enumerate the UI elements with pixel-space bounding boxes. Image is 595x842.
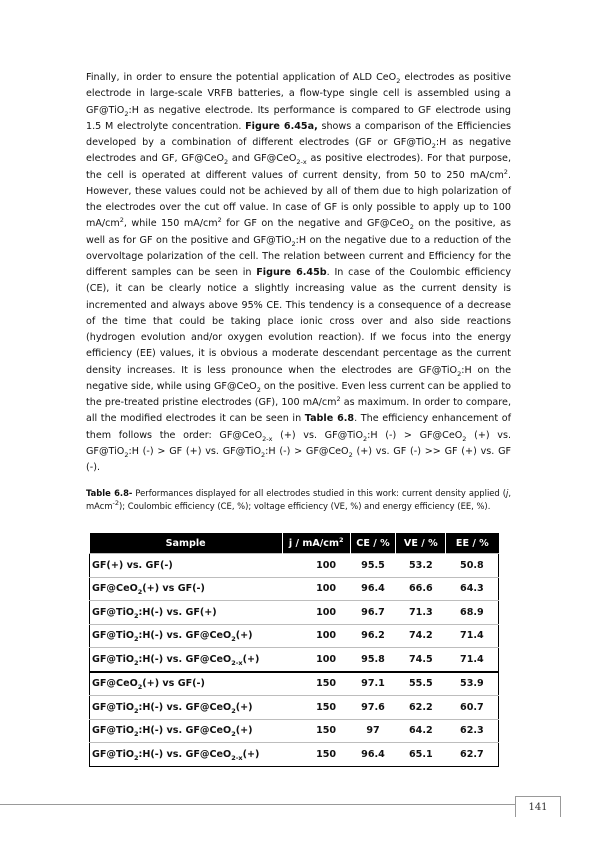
header-ve: VE / % xyxy=(396,533,446,554)
cell-ve: 53.2 xyxy=(396,554,446,578)
cell-sample: GF(+) vs. GF(-) xyxy=(90,554,283,578)
cell-current-density: 150 xyxy=(282,672,350,696)
cell-ve: 55.5 xyxy=(396,672,446,696)
cell-ee: 64.3 xyxy=(446,577,499,601)
table-row xyxy=(90,577,499,601)
cell-ve: 74.2 xyxy=(396,624,446,648)
footer-rule xyxy=(0,804,515,805)
cell-ce: 97 xyxy=(350,719,396,743)
cell-current-density: 150 xyxy=(282,696,350,720)
cell-ee: 62.7 xyxy=(446,743,499,767)
cell-ee: 71.4 xyxy=(446,624,499,648)
table-header-row xyxy=(90,533,499,554)
cell-current-density: 150 xyxy=(282,743,350,767)
cell-current-density: 100 xyxy=(282,648,350,672)
page-number: 141 xyxy=(515,796,561,817)
cell-ve: 62.2 xyxy=(396,696,446,720)
cell-ce: 97.6 xyxy=(350,696,396,720)
cell-ee: 50.8 xyxy=(446,554,499,578)
cell-ce: 96.4 xyxy=(350,743,396,767)
header-sample: Sample xyxy=(90,533,283,554)
table-row xyxy=(90,601,499,625)
cell-ee: 68.9 xyxy=(446,601,499,625)
header-current-density: j / $mA/cm^2$ xyxy=(282,533,350,554)
cell-ce: 96.7 xyxy=(350,601,396,625)
efficiency-table xyxy=(89,533,499,767)
table-row xyxy=(90,648,499,672)
cell-ee: 53.9 xyxy=(446,672,499,696)
cell-current-density: 100 xyxy=(282,577,350,601)
cell-ce: 95.8 xyxy=(350,648,396,672)
cell-ce: 97.1 xyxy=(350,672,396,696)
cell-ee: 71.4 xyxy=(446,648,499,672)
cell-current-density: 100 xyxy=(282,554,350,578)
cell-sample: GF@CeO$_2$(+) vs GF(-) xyxy=(90,672,283,696)
figure-ref: Figure 6.45a, xyxy=(245,120,318,132)
table-row xyxy=(90,554,499,578)
cell-ce: 96.4 xyxy=(350,577,396,601)
cell-ve: 64.2 xyxy=(396,719,446,743)
cell-sample: GF@TiO$_2$:H(-) vs. GF@CeO$_2$(+) xyxy=(90,719,283,743)
table-row xyxy=(90,672,499,696)
cell-current-density: 100 xyxy=(282,624,350,648)
figure-ref: Figure 6.45b xyxy=(256,267,327,278)
cell-ve: 74.5 xyxy=(396,648,446,672)
cell-ve: 66.6 xyxy=(396,577,446,601)
cell-ce: 96.2 xyxy=(350,624,396,648)
cell-sample: GF@TiO$_2$:H(-) vs. GF@CeO$_2$(+) xyxy=(90,624,283,648)
cell-sample: GF@CeO$_2$(+) vs GF(-) xyxy=(90,577,283,601)
cell-sample: GF@TiO$_2$:H(-) vs. GF@CeO$_2$(+) xyxy=(90,696,283,720)
cell-ce: 95.5 xyxy=(350,554,396,578)
table-row xyxy=(90,743,499,767)
cell-sample: GF@TiO$_2$:H(-) vs. GF@CeO$_{2-x}$(+) xyxy=(90,648,283,672)
table-caption-label: Table 6.8- xyxy=(86,488,133,498)
cell-sample: GF@TiO$_2$:H(-) vs. GF@CeO$_{2-x}$(+) xyxy=(90,743,283,767)
body-paragraph: Finally, in order to ensure the potential application of ALD CeO$_2$ electrodes as positive electrode in large-scale VRFB batteries, a flow-type single cell is assembled using a GF@TiO$_2$:H as negative electrode. Its performance is compared to GF electrode using 1.5 M electrolyte concentration. Figure 6.45a, shows a comparison of the Efficiencies developed by a combination of different electrodes (GF or GF@TiO$_2$:H as negative electrodes and GF, GF@CeO$_2$ and GF@CeO$_{2-x}$ as positive electrodes). For that purpose, the cell is operated at different values of current density, from 50 to 250 $mA/cm^2$. However, these values could not be achieved by all of them due to high polarization of the electrodes over the cut off value. In case of GF is only possible to apply up to 100 $mA/cm^2$, while 150 $mA/cm^2$ for GF on the negative and GF@CeO$_2$ on the positive, as well as for GF on the positive and GF@TiO$_2$:H on the negative due to a reduction of the overvoltage polarization of the cell. The relation between current and Efficiency for the different samples can be seen in Figure 6.45b. In case of the Coulombic efficiency (CE), it can be clearly notice a slightly increasing value as the current density is incremented and always above 95% CE. This tendency is a consequence of a decrease of the time that could be taking place ionic cross over and also side reactions (hydrogen evolution and/or oxygen evolution reaction). If we focus into the energy efficiency (EE) values, it is obvious a moderate descendant percentage as the current density increases. It is less pronounce when the electrodes are GF@TiO$_2$:H on the negative side, while using GF@CeO$_2$ on the positive. Even less current can be applied to the pre-treated pristine electrodes (GF), 100 $mA/cm^2$ as maximum. In order to compare, all the modified electrodes it can be seen in Table 6.8. The efficiency enhancement of them follows the order: GF@CeO$_{2-x}$ (+) vs. GF@TiO$_2$:H (-) > GF@CeO$_2$ (+) vs. GF@TiO$_2$:H (-) > GF (+) vs. GF@TiO$_2$:H (-) > GF@CeO$_2$ (+) vs. GF (-) >> GF (+) vs. GF (-). xyxy=(86,72,512,473)
table-caption: Table 6.8- Performances displayed for all electrodes studied in this work: current density applied (j, mAcm$^{-2}$); Coulombic efficiency (CE, %); voltage efficiency (VE, %) and energy efficiency (EE, %). xyxy=(86,488,511,511)
cell-ve: 65.1 xyxy=(396,743,446,767)
cell-ee: 62.3 xyxy=(446,719,499,743)
header-ee: EE / % xyxy=(446,533,499,554)
cell-ve: 71.3 xyxy=(396,601,446,625)
table-row xyxy=(90,719,499,743)
cell-ee: 60.7 xyxy=(446,696,499,720)
cell-sample: GF@TiO$_2$:H(-) vs. GF(+) xyxy=(90,601,283,625)
cell-current-density: 100 xyxy=(282,601,350,625)
table-row xyxy=(90,696,499,720)
header-ce: CE / % xyxy=(350,533,396,554)
table-row xyxy=(90,624,499,648)
cell-current-density: 150 xyxy=(282,719,350,743)
table-ref: Table 6.8 xyxy=(304,413,355,425)
